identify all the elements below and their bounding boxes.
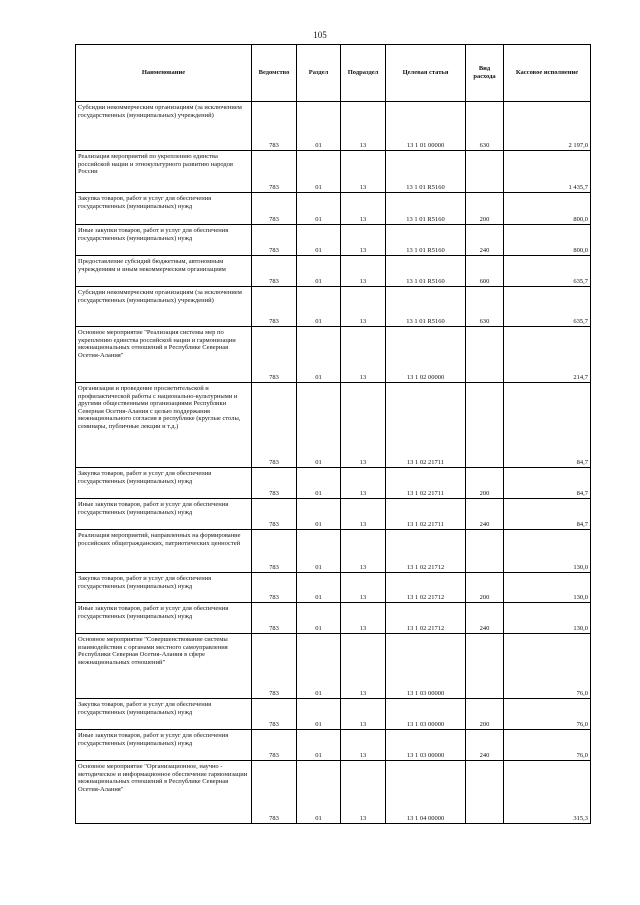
row-ved: 783 <box>252 573 297 603</box>
row-podrazdel: 13 <box>341 193 386 225</box>
row-name-cell <box>76 573 252 603</box>
row-name: Закупка товаров, работ и услуг для обеспечения государственных (муниципальных) нужд <box>78 701 212 716</box>
row-sum: 2 197,0 <box>504 102 591 151</box>
row-ved: 783 <box>252 287 297 327</box>
row-name-cell <box>76 383 252 468</box>
row-ved: 783 <box>252 468 297 499</box>
row-ved: 783 <box>252 383 297 468</box>
row-vr <box>466 151 504 193</box>
row-name-cell <box>76 225 252 256</box>
column-header-celevaya: Целевая статья <box>386 45 466 102</box>
row-name-cell <box>76 102 252 151</box>
row-vr: 200 <box>466 699 504 730</box>
row-podrazdel: 13 <box>341 573 386 603</box>
row-podrazdel: 13 <box>341 468 386 499</box>
row-razdel: 01 <box>297 634 341 699</box>
row-sum: 130,0 <box>504 573 591 603</box>
row-ved: 783 <box>252 327 297 383</box>
row-ved: 783 <box>252 499 297 530</box>
row-vr: 630 <box>466 287 504 327</box>
table-row <box>76 256 591 287</box>
column-header-vedomstvo: Ведомство <box>252 45 297 102</box>
row-cs: 13 1 01 R5160 <box>386 225 466 256</box>
table-row <box>76 193 591 225</box>
row-podrazdel: 13 <box>341 634 386 699</box>
row-name: Основное мероприятие "Организационное, научно - методическое и информационное обеспечение гармонизации межнациональных отношений в Республике Северная Осетия-Алания" <box>78 763 248 793</box>
row-razdel: 01 <box>297 530 341 573</box>
row-cs: 13 1 03 00000 <box>386 634 466 699</box>
row-podrazdel: 13 <box>341 256 386 287</box>
row-sum: 76,0 <box>504 634 591 699</box>
row-name: Закупка товаров, работ и услуг для обеспечения государственных (муниципальных) нужд <box>78 575 212 590</box>
row-sum: 635,7 <box>504 287 591 327</box>
row-podrazdel: 13 <box>341 761 386 824</box>
row-name-cell <box>76 761 252 824</box>
row-ved: 783 <box>252 530 297 573</box>
row-name: Основное мероприятие "Реализация системы мер по укреплению единства российской нации и гармонизации межнациональных отношений в Республике Северная Осетия-Алания" <box>78 329 236 359</box>
row-razdel: 01 <box>297 102 341 151</box>
row-cs: 13 1 02 21711 <box>386 499 466 530</box>
row-podrazdel: 13 <box>341 499 386 530</box>
table-row <box>76 530 591 573</box>
row-name-cell <box>76 499 252 530</box>
row-razdel: 01 <box>297 287 341 327</box>
row-vr <box>466 634 504 699</box>
row-razdel: 01 <box>297 603 341 634</box>
row-podrazdel: 13 <box>341 287 386 327</box>
row-vr: 200 <box>466 468 504 499</box>
row-ved: 783 <box>252 699 297 730</box>
row-sum: 315,3 <box>504 761 591 824</box>
row-vr: 630 <box>466 102 504 151</box>
row-podrazdel: 13 <box>341 530 386 573</box>
row-cs: 13 1 02 00000 <box>386 327 466 383</box>
row-razdel: 01 <box>297 256 341 287</box>
row-cs: 13 1 04 00000 <box>386 761 466 824</box>
row-cs: 13 1 02 21712 <box>386 530 466 573</box>
row-name-cell <box>76 468 252 499</box>
row-podrazdel: 13 <box>341 699 386 730</box>
column-header-name: Наименование <box>76 45 252 102</box>
row-name: Реализация мероприятий по укреплению единства российской нации и этнокультурного развитию народов России <box>78 153 234 176</box>
table-header-row <box>76 45 591 102</box>
row-ved: 783 <box>252 225 297 256</box>
row-vr <box>466 530 504 573</box>
row-podrazdel: 13 <box>341 151 386 193</box>
row-sum: 84,7 <box>504 499 591 530</box>
row-razdel: 01 <box>297 699 341 730</box>
row-sum: 130,0 <box>504 530 591 573</box>
row-cs: 13 1 02 21712 <box>386 603 466 634</box>
row-sum: 800,0 <box>504 225 591 256</box>
budget-execution-table <box>75 44 591 824</box>
row-podrazdel: 13 <box>341 225 386 256</box>
row-cs: 13 1 03 00000 <box>386 699 466 730</box>
row-name: Реализация мероприятий, направленных на формирование российских общегражданских, патриотических ценностей <box>78 532 241 547</box>
table-row <box>76 151 591 193</box>
row-razdel: 01 <box>297 573 341 603</box>
row-sum: 130,0 <box>504 603 591 634</box>
row-podrazdel: 13 <box>341 730 386 761</box>
row-podrazdel: 13 <box>341 603 386 634</box>
row-name-cell <box>76 634 252 699</box>
row-name-cell <box>76 603 252 634</box>
row-razdel: 01 <box>297 730 341 761</box>
row-ved: 783 <box>252 256 297 287</box>
row-name: Организация и проведение просветительской и профилактической работы с национально-культурными и другими общественными организациями Республики Северная Осетия-Алания с целью поддержания межнационального согласия в республике (круглые столы, семинары, публичные лекции и т.д.) <box>78 385 241 430</box>
row-ved: 783 <box>252 730 297 761</box>
row-podrazdel: 13 <box>341 102 386 151</box>
row-sum: 76,0 <box>504 699 591 730</box>
table-row <box>76 383 591 468</box>
row-sum: 84,7 <box>504 468 591 499</box>
row-razdel: 01 <box>297 383 341 468</box>
row-name-cell <box>76 287 252 327</box>
row-vr: 600 <box>466 256 504 287</box>
row-vr: 200 <box>466 573 504 603</box>
table-row <box>76 287 591 327</box>
row-razdel: 01 <box>297 761 341 824</box>
row-vr: 240 <box>466 225 504 256</box>
row-name: Предоставление субсидий бюджетным, автономным учреждениям и иным некоммерческим организациям <box>78 258 226 273</box>
row-razdel: 01 <box>297 193 341 225</box>
row-name: Основное мероприятие "Совершенствование системы взаимодействия с органами местного самоуправления Республики Северная Осетия-Алания в сфере межнациональных отношений" <box>78 636 228 666</box>
row-razdel: 01 <box>297 468 341 499</box>
row-name-cell <box>76 151 252 193</box>
row-sum: 214,7 <box>504 327 591 383</box>
row-sum: 84,7 <box>504 383 591 468</box>
row-cs: 13 1 02 21711 <box>386 468 466 499</box>
row-sum: 76,0 <box>504 730 591 761</box>
row-vr <box>466 761 504 824</box>
table-row <box>76 573 591 603</box>
row-razdel: 01 <box>297 151 341 193</box>
table-row <box>76 468 591 499</box>
column-header-podrazdel: Подраздел <box>341 45 386 102</box>
row-ved: 783 <box>252 761 297 824</box>
row-vr: 200 <box>466 193 504 225</box>
row-razdel: 01 <box>297 327 341 383</box>
row-cs: 13 1 03 00000 <box>386 730 466 761</box>
table-row <box>76 102 591 151</box>
row-razdel: 01 <box>297 499 341 530</box>
row-ved: 783 <box>252 193 297 225</box>
row-ved: 783 <box>252 634 297 699</box>
row-name: Иные закупки товаров, работ и услуг для обеспечения государственных (муниципальных) нужд <box>78 501 229 516</box>
row-vr <box>466 383 504 468</box>
row-ved: 783 <box>252 151 297 193</box>
row-vr <box>466 327 504 383</box>
table-row <box>76 634 591 699</box>
row-vr: 240 <box>466 603 504 634</box>
row-name-cell <box>76 256 252 287</box>
table-row <box>76 327 591 383</box>
row-name-cell <box>76 699 252 730</box>
row-name: Иные закупки товаров, работ и услуг для обеспечения государственных (муниципальных) нужд <box>78 227 229 242</box>
row-name-cell <box>76 193 252 225</box>
row-cs: 13 1 01 R5160 <box>386 287 466 327</box>
row-cs: 13 1 02 21712 <box>386 573 466 603</box>
row-vr: 240 <box>466 499 504 530</box>
table-row <box>76 499 591 530</box>
row-cs: 13 1 01 R5160 <box>386 256 466 287</box>
row-razdel: 01 <box>297 225 341 256</box>
row-sum: 1 435,7 <box>504 151 591 193</box>
row-cs: 13 1 01 00000 <box>386 102 466 151</box>
row-podrazdel: 13 <box>341 327 386 383</box>
row-name: Закупка товаров, работ и услуг для обеспечения государственных (муниципальных) нужд <box>78 195 212 210</box>
row-ved: 783 <box>252 603 297 634</box>
column-header-vid: Вид расхода <box>466 45 504 102</box>
page-number: 105 <box>313 30 327 40</box>
row-sum: 800,0 <box>504 193 591 225</box>
row-name-cell <box>76 730 252 761</box>
row-name-cell <box>76 327 252 383</box>
row-name: Закупка товаров, работ и услуг для обеспечения государственных (муниципальных) нужд <box>78 470 212 485</box>
row-name: Иные закупки товаров, работ и услуг для обеспечения государственных (муниципальных) нужд <box>78 605 229 620</box>
row-name: Субсидии некоммерческим организациям (за исключением государственных (муниципальных) учреждений) <box>78 289 242 304</box>
table-row <box>76 699 591 730</box>
row-ved: 783 <box>252 102 297 151</box>
row-cs: 13 1 01 R5160 <box>386 193 466 225</box>
table-row <box>76 603 591 634</box>
row-sum: 635,7 <box>504 256 591 287</box>
column-header-razdel: Раздел <box>297 45 341 102</box>
row-vr: 240 <box>466 730 504 761</box>
table-row <box>76 761 591 824</box>
row-name-cell <box>76 530 252 573</box>
table-row <box>76 730 591 761</box>
row-cs: 13 1 01 R5160 <box>386 151 466 193</box>
row-podrazdel: 13 <box>341 383 386 468</box>
table-row <box>76 225 591 256</box>
row-cs: 13 1 02 21711 <box>386 383 466 468</box>
row-name: Иные закупки товаров, работ и услуг для обеспечения государственных (муниципальных) нужд <box>78 732 229 747</box>
column-header-kassovoe: Кассовое исполнение <box>504 45 591 102</box>
row-name: Субсидии некоммерческим организациям (за исключением государственных (муниципальных) учреждений) <box>78 104 242 119</box>
